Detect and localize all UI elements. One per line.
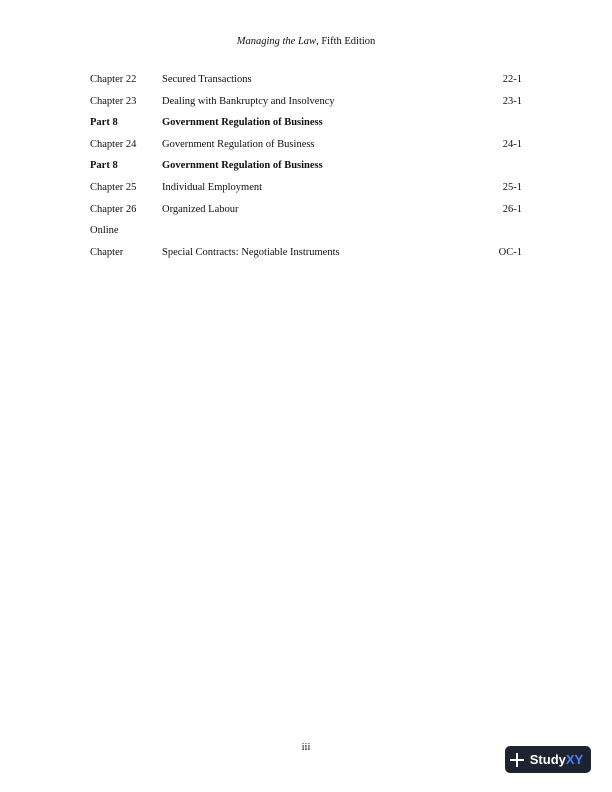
book-edition: , Fifth Edition	[316, 36, 376, 47]
toc-row-title: Organized Labour	[162, 203, 239, 215]
toc-row-label: Chapter 25	[90, 181, 137, 193]
page-number: iii	[301, 742, 311, 753]
toc-row[interactable]	[90, 221, 522, 243]
toc-row-title: Special Contracts: Negotiable Instruments	[162, 246, 340, 258]
page-header	[0, 36, 612, 47]
toc-row-page: OC-1	[498, 246, 522, 258]
toc-row[interactable]	[90, 70, 522, 92]
toc-row[interactable]	[90, 178, 522, 200]
toc-row-label: Chapter 23	[90, 95, 137, 107]
book-title: Managing the Law	[236, 36, 317, 47]
toc-row-page: 25-1	[502, 181, 522, 193]
toc-row-page: 24-1	[502, 138, 522, 150]
toc-row[interactable]	[90, 243, 522, 265]
toc-row-page: 22-1	[502, 74, 522, 85]
studyxy-logo-badge[interactable]	[505, 746, 591, 773]
toc-row[interactable]	[90, 200, 522, 222]
toc-part-label: Part 8	[90, 117, 118, 129]
toc-row-title: Secured Transactions	[162, 74, 252, 85]
toc-row-title: Dealing with Bankruptcy and Insolvency	[162, 95, 335, 107]
brand-name-main: Study	[529, 752, 566, 767]
table-of-contents	[90, 70, 522, 264]
brand-name-accent: XY	[565, 752, 584, 767]
toc-part-title: Government Regulation of Business	[162, 117, 323, 129]
toc-row[interactable]	[90, 92, 522, 114]
toc-row-title: Government Regulation of Business	[162, 138, 315, 150]
toc-part-row[interactable]	[90, 156, 522, 178]
toc-row-page: 26-1	[502, 203, 522, 215]
toc-row[interactable]	[90, 135, 522, 157]
toc-part-label: Part 8	[90, 160, 118, 172]
toc-part-title: Government Regulation of Business	[162, 160, 323, 172]
toc-part-row[interactable]	[90, 113, 522, 135]
plus-icon	[509, 752, 525, 768]
toc-row-label: Chapter 22	[90, 74, 137, 85]
toc-row-title: Individual Employment	[162, 181, 263, 193]
toc-row-label: Chapter	[90, 246, 124, 258]
toc-row-page: 23-1	[502, 95, 522, 107]
toc-row-label: Chapter 24	[90, 138, 137, 150]
toc-row-label: Online	[90, 225, 119, 237]
toc-row-label: Chapter 26	[90, 203, 137, 215]
